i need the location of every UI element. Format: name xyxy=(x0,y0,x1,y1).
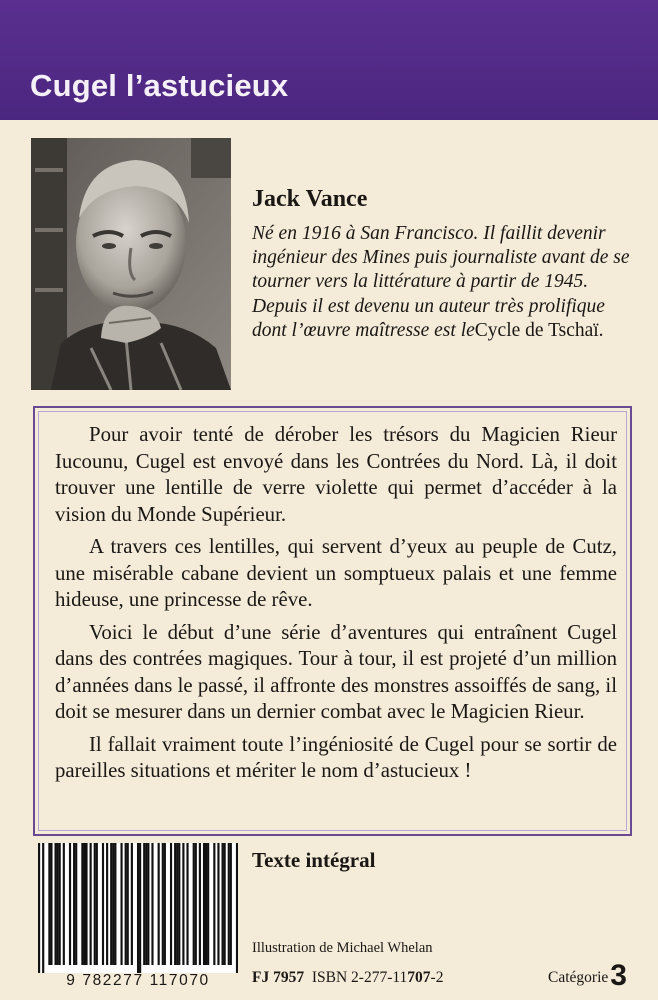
barcode-bar xyxy=(213,843,215,965)
bio-work-title: Cycle de Tschaï. xyxy=(474,319,604,341)
blurb-paragraph: Il fallait vraiment toute l’ingéniosité de Cugel pour se sortir de pareilles situations et mériter le nom d’astucieux ! xyxy=(55,732,617,782)
barcode-bar xyxy=(230,843,232,965)
barcode-bar xyxy=(151,843,153,965)
barcode-bar xyxy=(59,843,61,965)
author-bio xyxy=(252,222,642,343)
texte-integral-label: Texte intégral xyxy=(252,848,376,872)
barcode-bar xyxy=(50,843,52,965)
collection-code: FJ 7957 xyxy=(252,969,305,986)
barcode-bar xyxy=(69,843,71,965)
barcode-bar xyxy=(85,843,87,965)
barcode-bar xyxy=(174,843,176,965)
blurb-text xyxy=(55,422,617,791)
barcode-bar xyxy=(162,843,164,965)
barcode-bar xyxy=(199,843,201,965)
barcode-bar xyxy=(112,843,114,965)
barcode-bar xyxy=(139,843,141,973)
author-name: Jack Vance xyxy=(252,186,368,212)
barcode-bar xyxy=(114,843,116,965)
barcode-bar xyxy=(145,843,147,965)
barcode-bar xyxy=(96,843,98,965)
barcode-bar xyxy=(195,843,197,965)
barcode-bar xyxy=(125,843,127,965)
barcode-bar xyxy=(222,843,224,965)
barcode-bar xyxy=(182,843,184,965)
category-number: 3 xyxy=(610,959,627,992)
book-title: Cugel l’astucieux xyxy=(30,68,289,103)
barcode-bar xyxy=(203,843,205,965)
barcode-bar xyxy=(176,843,178,965)
barcode-bar xyxy=(228,843,230,965)
barcode-digits: 9 782277 117070 xyxy=(66,972,210,989)
category-label: Catégorie xyxy=(548,969,609,986)
barcode-bar xyxy=(131,843,133,965)
isbn-line xyxy=(252,969,443,987)
barcode-bar xyxy=(42,843,44,973)
barcode-bar xyxy=(73,843,75,965)
blurb-paragraph: Pour avoir tenté de dérober les trésors du Magicien Rieur Iucounu, Cugel est envoyé dans les Contrées du Nord. Là, il doit trouver une lentille de verre violette qui permet d’accéder à la vision du Monde Supérieur. xyxy=(55,423,617,526)
ean13-barcode-icon xyxy=(38,843,238,973)
illustration-credit: Illustration de Michael Whelan xyxy=(252,940,433,956)
barcode-bar xyxy=(236,843,238,973)
barcode-bar xyxy=(147,843,149,965)
barcode-bar xyxy=(193,843,195,965)
barcode xyxy=(38,843,238,973)
barcode-bar xyxy=(207,843,209,965)
isbn-prefix: ISBN 2-277-11 xyxy=(311,969,408,986)
barcode-bar xyxy=(63,843,65,965)
isbn-suffix: -2 xyxy=(430,969,444,986)
barcode-bar xyxy=(143,843,145,965)
barcode-bar xyxy=(110,843,112,965)
barcode-bar xyxy=(94,843,96,965)
barcode-bar xyxy=(137,843,139,973)
bio-paragraph xyxy=(252,295,642,343)
barcode-bar xyxy=(170,843,172,965)
barcode-bar xyxy=(106,843,108,965)
isbn-bold: 707 xyxy=(407,969,431,986)
barcode-bar xyxy=(54,843,56,965)
barcode-bar xyxy=(48,843,50,965)
barcode-bar xyxy=(127,843,129,965)
category xyxy=(548,959,627,993)
barcode-bar xyxy=(205,843,207,965)
barcode-bar xyxy=(38,843,40,973)
barcode-bar xyxy=(158,843,160,965)
barcode-bar xyxy=(102,843,104,965)
bio-text: Depuis il est devenu un auteur très prolifique dont l’œuvre maîtresse est xyxy=(252,295,605,341)
author-photo xyxy=(31,138,231,390)
barcode-bar xyxy=(164,843,166,965)
bio-paragraph: Né en 1916 à San Francisco. Il faillit devenir ingénieur des Mines puis journaliste avant de se tourner vers la littérature à partir de 1945. xyxy=(252,223,630,293)
barcode-bar xyxy=(217,843,219,965)
author-portrait-icon xyxy=(31,138,231,390)
barcode-bar xyxy=(83,843,85,965)
barcode-bar xyxy=(81,843,83,965)
barcode-bar xyxy=(90,843,92,965)
bio-text: le xyxy=(460,319,475,341)
blurb-paragraph: Voici le début d’une série d’aventures qui entraînent Cugel dans des contrées magiques. Tour à tour, il est projeté d’un million d’années dans le passé, il affronte des monstres assoiffés de sang, il doit se mesurer dans un dernier combat avec le Magicien Rieur. xyxy=(55,620,617,723)
barcode-bar xyxy=(57,843,59,965)
barcode-bar xyxy=(75,843,77,965)
barcode-bar xyxy=(178,843,180,965)
barcode-bar xyxy=(186,843,188,965)
blurb-paragraph: A travers ces lentilles, qui servent d’yeux au peuple de Cutz, une misérable cabane devient un somptueux palais et une femme hideuse, une princesse de rêve. xyxy=(55,535,617,611)
barcode-bar xyxy=(120,843,122,965)
barcode-bar xyxy=(224,843,226,965)
